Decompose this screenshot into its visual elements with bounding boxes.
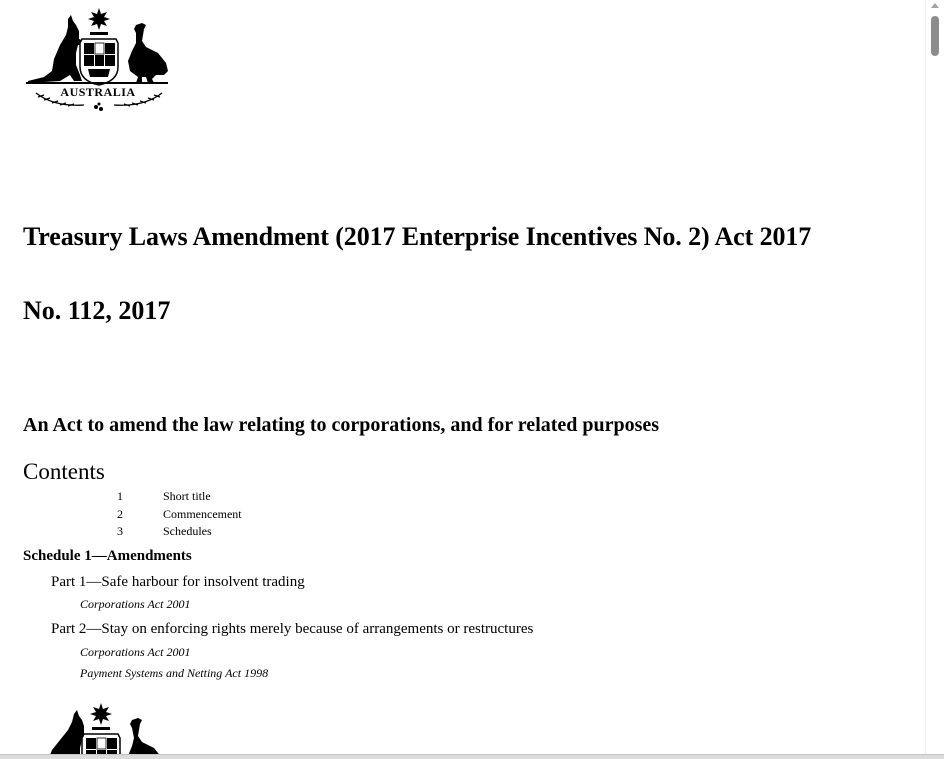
toc-section-number: 2 <box>117 506 123 521</box>
coat-of-arms-image <box>46 700 192 755</box>
toc-amended-act[interactable]: Payment Systems and Netting Act 1998 <box>80 666 269 680</box>
act-title: Treasury Laws Amendment (2017 Enterprise Incentives No. 2) Act 2017 <box>23 222 812 251</box>
toc-section-label[interactable]: Short title <box>163 489 211 503</box>
toc-amended-act[interactable]: Corporations Act 2001 <box>80 597 191 611</box>
scroll-up-arrow-icon[interactable] <box>931 3 939 8</box>
coat-of-arms-image <box>24 5 170 115</box>
toc-amended-act[interactable]: Corporations Act 2001 <box>80 645 191 659</box>
horizontal-scrollbar[interactable] <box>0 754 944 759</box>
act-number: No. 112, 2017 <box>23 296 171 325</box>
toc-section-number: 1 <box>117 489 123 503</box>
toc-section-number: 3 <box>117 524 123 538</box>
vertical-scrollbar[interactable] <box>925 0 944 755</box>
vertical-scrollbar-thumb[interactable] <box>931 16 939 56</box>
crest-label: AUSTRALIA <box>60 85 136 99</box>
toc-schedule-1[interactable]: Schedule 1—Amendments <box>23 548 192 564</box>
toc-schedule-part-2[interactable]: Part 2—Stay on enforcing rights merely because of arrangements or restructures <box>51 621 534 637</box>
toc-section-label[interactable]: Schedules <box>163 524 212 538</box>
long-title: An Act to amend the law relating to corporations, and for related purposes <box>23 414 660 436</box>
contents-heading: Contents <box>23 459 105 484</box>
toc-schedule-part-1[interactable]: Part 1—Safe harbour for insolvent trading <box>51 574 305 590</box>
toc-section-label[interactable]: Commencement <box>163 506 242 521</box>
